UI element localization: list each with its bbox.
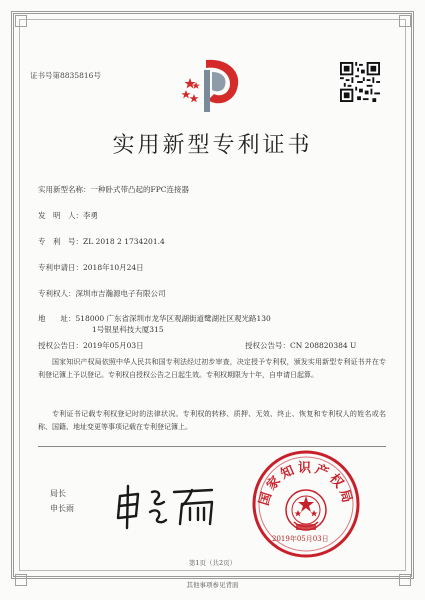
signatory-title: 局长 [50,489,66,498]
field-grant-number [245,340,356,351]
corner-ornament [15,15,27,27]
field-value: 2018年10月24日 [83,263,144,272]
field-label: 专利权人： [38,289,76,298]
field-address-line2 [92,324,164,335]
certificate-number: 证书号第8835816号 [30,71,101,80]
field-value: 2019年05月03日 [83,341,144,350]
field-value: ZL 2018 2 1734201.4 [83,237,165,246]
field-value: 1号银星科技大厦315 [92,325,164,334]
page-indicator: 第1页（共2页） [188,559,237,567]
svg-text:国家知识产权局: 国家知识产权局 [256,461,356,508]
field-address [38,313,271,324]
field-grant-date [38,340,144,351]
notice-paragraph-2: 专利证书记载专利权登记时的法律状况。专利权的转移、质押、无效、终止、恢复和专利权人的姓名或名称、国籍、地址变更等事项记载在专利登记簿上。 [38,410,386,431]
field-value: 李勇 [83,211,98,220]
corner-ornament [399,15,411,27]
field-patentee [38,288,166,299]
qr-code-icon [340,62,380,102]
field-label: 授权公告日： [38,341,83,350]
field-value: 518000 广东省深圳市龙华区观湖街道鹭湖社区观光路130 [75,314,271,323]
footer-note: 其他事项参见背面 [186,581,239,589]
signature-image [112,482,222,530]
field-label: 授权公告号： [245,341,290,350]
field-filing-date [38,262,144,273]
signatory-name: 申长雨 [50,504,74,513]
divider [38,446,386,447]
field-utility-model-name [38,184,189,195]
field-patent-number [38,236,165,247]
seal-date: 2019年05月03日 [272,535,329,543]
field-label: 专利申请日： [38,263,83,272]
cnipa-logo-icon [178,54,248,116]
field-label: 专 利 号： [38,237,83,246]
field-label: 实用新型名称： [38,185,91,194]
field-value: 深圳市吉瀚源电子有限公司 [75,289,166,298]
notice-paragraph-1: 国家知识产权局依照中华人民共和国专利法经过初步审查，决定授予专利权，颁发实用新型专利证书并在专利登记簿上予以登记。专利权自授权公告之日起生效。专利权期限为十年，自申请日起算。 [38,358,386,379]
certificate-title: 实用新型专利证书 [112,133,313,158]
field-value: CN 208820384 U [290,341,357,350]
field-inventor [38,210,98,221]
field-label: 地 址： [38,314,76,323]
field-label: 发 明 人： [38,211,83,220]
field-value: 一种卧式带凸起的FPC连接器 [90,185,189,194]
